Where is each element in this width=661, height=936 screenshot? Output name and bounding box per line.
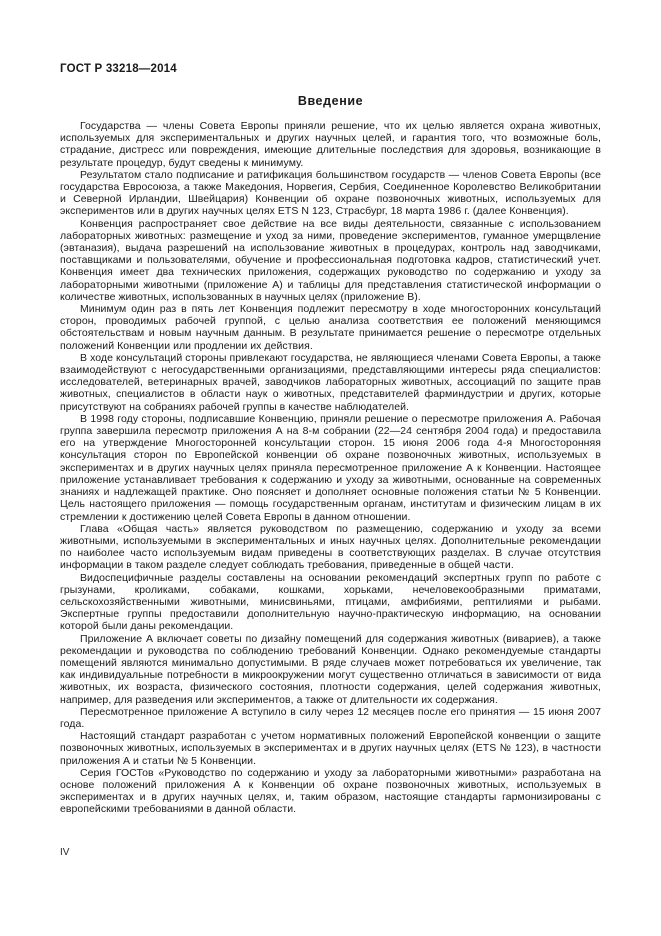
paragraph: Приложение А включает советы по дизайну помещений для содержания животных (вивариев), а также рекомендации и руководства по соблюдению требований Конвенции. Однако рекомендуемые стандарты помещений являются минимально допустимыми. В ряде случаев может потребоваться их увеличение, так как индивидуальные потребности в микроокружении могут существенно отличаться в зависимости от вида животных, их возраста, физического состояния, плотности содержания, целей содержания животных, например, для разведения или экспериментов, а также от длительности их содержания. [60,632,601,706]
paragraph: Пересмотренное приложение А вступило в силу через 12 месяцев после его принятия — 15 июня 2007 года. [60,705,601,730]
paragraph: Конвенция распространяет свое действие на все виды деятельности, связанные с использованием лабораторных животных: размещение и уход за ними, проведение экспериментов, гуманное умерщвление (эвтаназия), выдача разрешений на использование животных в процедурах, контроль над заводчиками, поставщиками и пользователями, обучение и профессиональная подготовка кадров, статистический учет. Конвенция имеет два технических приложения, содержащих руководство по содержанию и уходу за лабораторными животными (приложение А) и таблицы для представления статистической информации о количестве животных, использованных в научных целях (приложение В). [60,217,601,303]
paragraph: Результатом стало подписание и ратификация большинством государств — членов Совета Европы (все государства Евросоюза, а также Македония, Норвегия, Сербия, Соединенное Королевство Великобритании и Северной Ирландии, Швейцария) Конвенции об охране позвоночных животных, используемых для экспериментов или в других научных целях ETS N 123, Страсбург, 18 марта 1986 г. (далее Конвенция). [60,168,601,218]
section-title: Введение [297,94,364,108]
document-body [60,120,601,816]
paragraph: Настоящий стандарт разработан с учетом нормативных положений Европейской конвенции о защите позвоночных животных, используемых в экспериментах и в других научных целях (ETS № 123), в частности приложения А и статьи № 5 Конвенции. [60,730,601,767]
document-number: ГОСТ Р 33218—2014 [60,63,177,75]
page-number: IV [60,847,70,858]
paragraph: Глава «Общая часть» является руководством по размещению, содержанию и уходу за всеми животными, используемыми в экспериментальных и иных научных целях. Дополнительные рекомендации по наиболее часто используемым видам приведены в соответствующих разделах. В случае отсутствия информации в таком разделе следует соблюдать требования, приведенные в общей части. [60,522,601,572]
paragraph: Серия ГОСТов «Руководство по содержанию и уходу за лабораторными животными» разработана на основе положений приложения А к Конвенции об охране позвоночных животных, используемых в экспериментах и в других научных целях, и, таким образом, настоящие стандарты гармонизированы с европейскими требованиями в данной области. [60,766,601,816]
paragraph: Государства — члены Совета Европы приняли решение, что их целью является охрана животных, используемых для экспериментальных и других научных целей, и гарантия того, что возможные боль, страдание, дистресс или повреждения, имеющие длительные последствия для здоровья, возникающие в результате процедур, будут сведены к минимуму. [60,120,601,169]
paragraph: В ходе консультаций стороны привлекают государства, не являющиеся членами Совета Европы, а также взаимодействуют с негосударственными организациями, представляющими интересы ряда специалистов: исследователей, ветеринарных врачей, заводчиков лабораторных животных, ассоциаций по защите прав животных, специалистов в области наук о животных, представителей фарминдустрии и других, которые присутствуют на собраниях рабочей группы в качестве наблюдателей. [60,351,601,413]
paragraph: В 1998 году стороны, подписавшие Конвенцию, приняли решение о пересмотре приложения А. Рабочая группа завершила пересмотр приложения А на 8-м собрании (22—24 сентября 2004 года) и предоставила его на утверждение Многосторонней консультации сторон. 15 июня 2006 года 4-я Многосторонняя консультация сторон по Европейской конвенции об охране позвоночных животных, используемых в экспериментах и в других научных целях приняла пересмотренное приложение А к Конвенции. Настоящее приложение устанавливает требования к содержанию и уходу за животными, основанные на современных знаниях и надлежащей практике. Оно поясняет и дополняет основные положения статьи № 5 Конвенции. Цель настоящего приложения — помощь государственным органам, институтам и физическим лицам в их стремлении к достижению целей Совета Европы в данном отношении. [60,412,601,523]
paragraph: Видоспецифичные разделы составлены на основании рекомендаций экспертных групп по работе с грызунами, кроликами, собаками, кошками, хорьками, нечеловекообразными приматами, сельскохозяйственными животными, минисвиньями, птицами, амфибиями, рептилиями и рыбами. Экспертные группы предоставили дополнительную научно-практическую информацию, на основании которой были даны рекомендации. [60,571,601,633]
paragraph: Минимум один раз в пять лет Конвенция подлежит пересмотру в ходе многосторонних консультаций сторон, проводимых рабочей группой, с целью анализа соответствия ее положений меняющимся обстоятельствам и новым научным данным. В результате принимается решение о пересмотре отдельных положений Конвенции или продлении их действия. [60,303,601,352]
